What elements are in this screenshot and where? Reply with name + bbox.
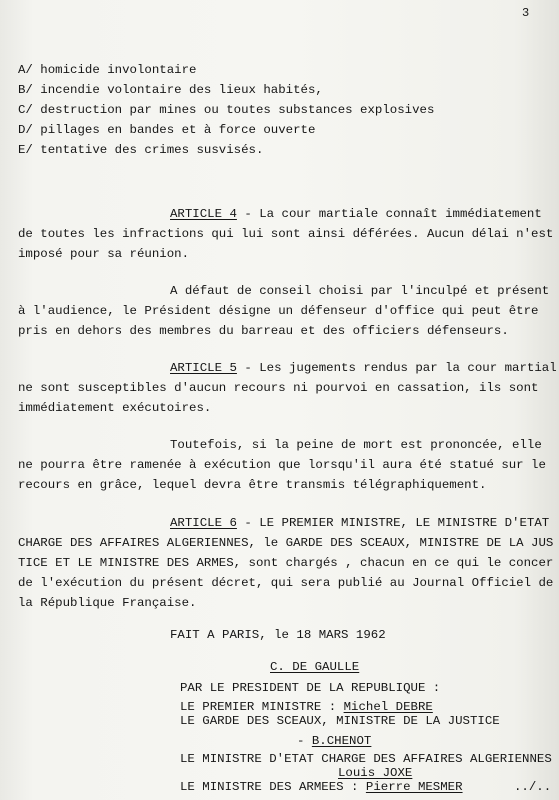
list-item-e: E/ tentative des crimes susvisés. [18, 143, 264, 157]
list-item-c: C/ destruction par mines ou toutes substances explosives [18, 103, 435, 117]
article-4-line-2: de toutes les infractions qui lui sont ainsi déférées. Aucun délai n'est [18, 227, 554, 241]
article-4-line-3: imposé pour sa réunion. [18, 247, 190, 261]
continuation-marker: ../.. [514, 780, 552, 794]
premier-ministre-name: Michel DEBRE [343, 700, 433, 714]
garde-des-sceaux-signature: - B.CHENOT [297, 734, 372, 748]
article-6-line-4: de l'exécution du présent décret, qui sera publié au Journal Officiel de [18, 576, 554, 590]
ministre-etat-name: Louis JOXE [338, 766, 413, 780]
garde-des-sceaux-label: LE GARDE DES SCEAUX, MINISTRE DE LA JUSTICE [180, 714, 500, 728]
list-item-d: D/ pillages en bandes et à force ouverte [18, 123, 316, 137]
article-5-line-1: ARTICLE 5 - Les jugements rendus par la cour martial [170, 361, 557, 375]
list-item-b: B/ incendie volontaire des lieux habités, [18, 83, 323, 97]
article-5-p2-line-2: ne pourra être ramenée à exécution que lorsqu'il aura été statué sur le [18, 458, 546, 472]
ministre-armees-name: Pierre MESMER [365, 780, 463, 794]
article-5-line-2: ne sont susceptibles d'aucun recours ni pourvoi en cassation, ils sont [18, 381, 539, 395]
article-4-line-1: ARTICLE 4 - La cour martiale connaît immédiatement [170, 207, 542, 221]
article-5-line-3: immédiatement exécutoires. [18, 401, 212, 415]
article-6-line-5: la République Française. [18, 596, 197, 610]
article-6-line-3: TICE ET LE MINISTRE DES ARMES, sont chargés , chacun en ce qui le concer [18, 556, 554, 570]
premier-ministre-line: LE PREMIER MINISTRE : Michel DEBRE [180, 700, 433, 714]
page-number: 3 [522, 6, 530, 20]
ministre-etat-label: LE MINISTRE D'ETAT CHARGE DES AFFAIRES ALGERIENNES [180, 752, 552, 766]
article-6-line-1: ARTICLE 6 - LE PREMIER MINISTRE, LE MINISTRE D'ETAT [170, 516, 550, 530]
article-4-p2-line-1: A défaut de conseil choisi par l'inculpé et présent [170, 284, 550, 298]
par-le-president: PAR LE PRESIDENT DE LA REPUBLIQUE : [180, 681, 441, 695]
article-4-heading: ARTICLE 4 [170, 207, 237, 221]
article-4-p2-line-3: pris en dehors des membres du barreau et des officiers défenseurs. [18, 324, 509, 338]
garde-des-sceaux-name: B.CHENOT [311, 734, 372, 748]
ministre-armees-line: LE MINISTRE DES ARMEES : Pierre MESMER [180, 780, 463, 794]
article-6-heading: ARTICLE 6 [170, 516, 237, 530]
article-5-p2-line-3: recours en grâce, lequel devra être transmis télégraphiquement. [18, 478, 487, 492]
fait-a-paris: FAIT A PARIS, le 18 MARS 1962 [170, 628, 386, 642]
article-5-heading: ARTICLE 5 [170, 361, 237, 375]
article-6-line-2: CHARGE DES AFFAIRES ALGERIENNES, le GARDE DES SCEAUX, MINISTRE DE LA JUS [18, 536, 554, 550]
president-name: C. DE GAULLE [270, 660, 360, 674]
list-item-a: A/ homicide involontaire [18, 63, 197, 77]
article-5-p2-line-1: Toutefois, si la peine de mort est prononcée, elle [170, 438, 542, 452]
article-4-p2-line-2: à l'audience, le Président désigne un défenseur d'office qui peut être [18, 304, 539, 318]
